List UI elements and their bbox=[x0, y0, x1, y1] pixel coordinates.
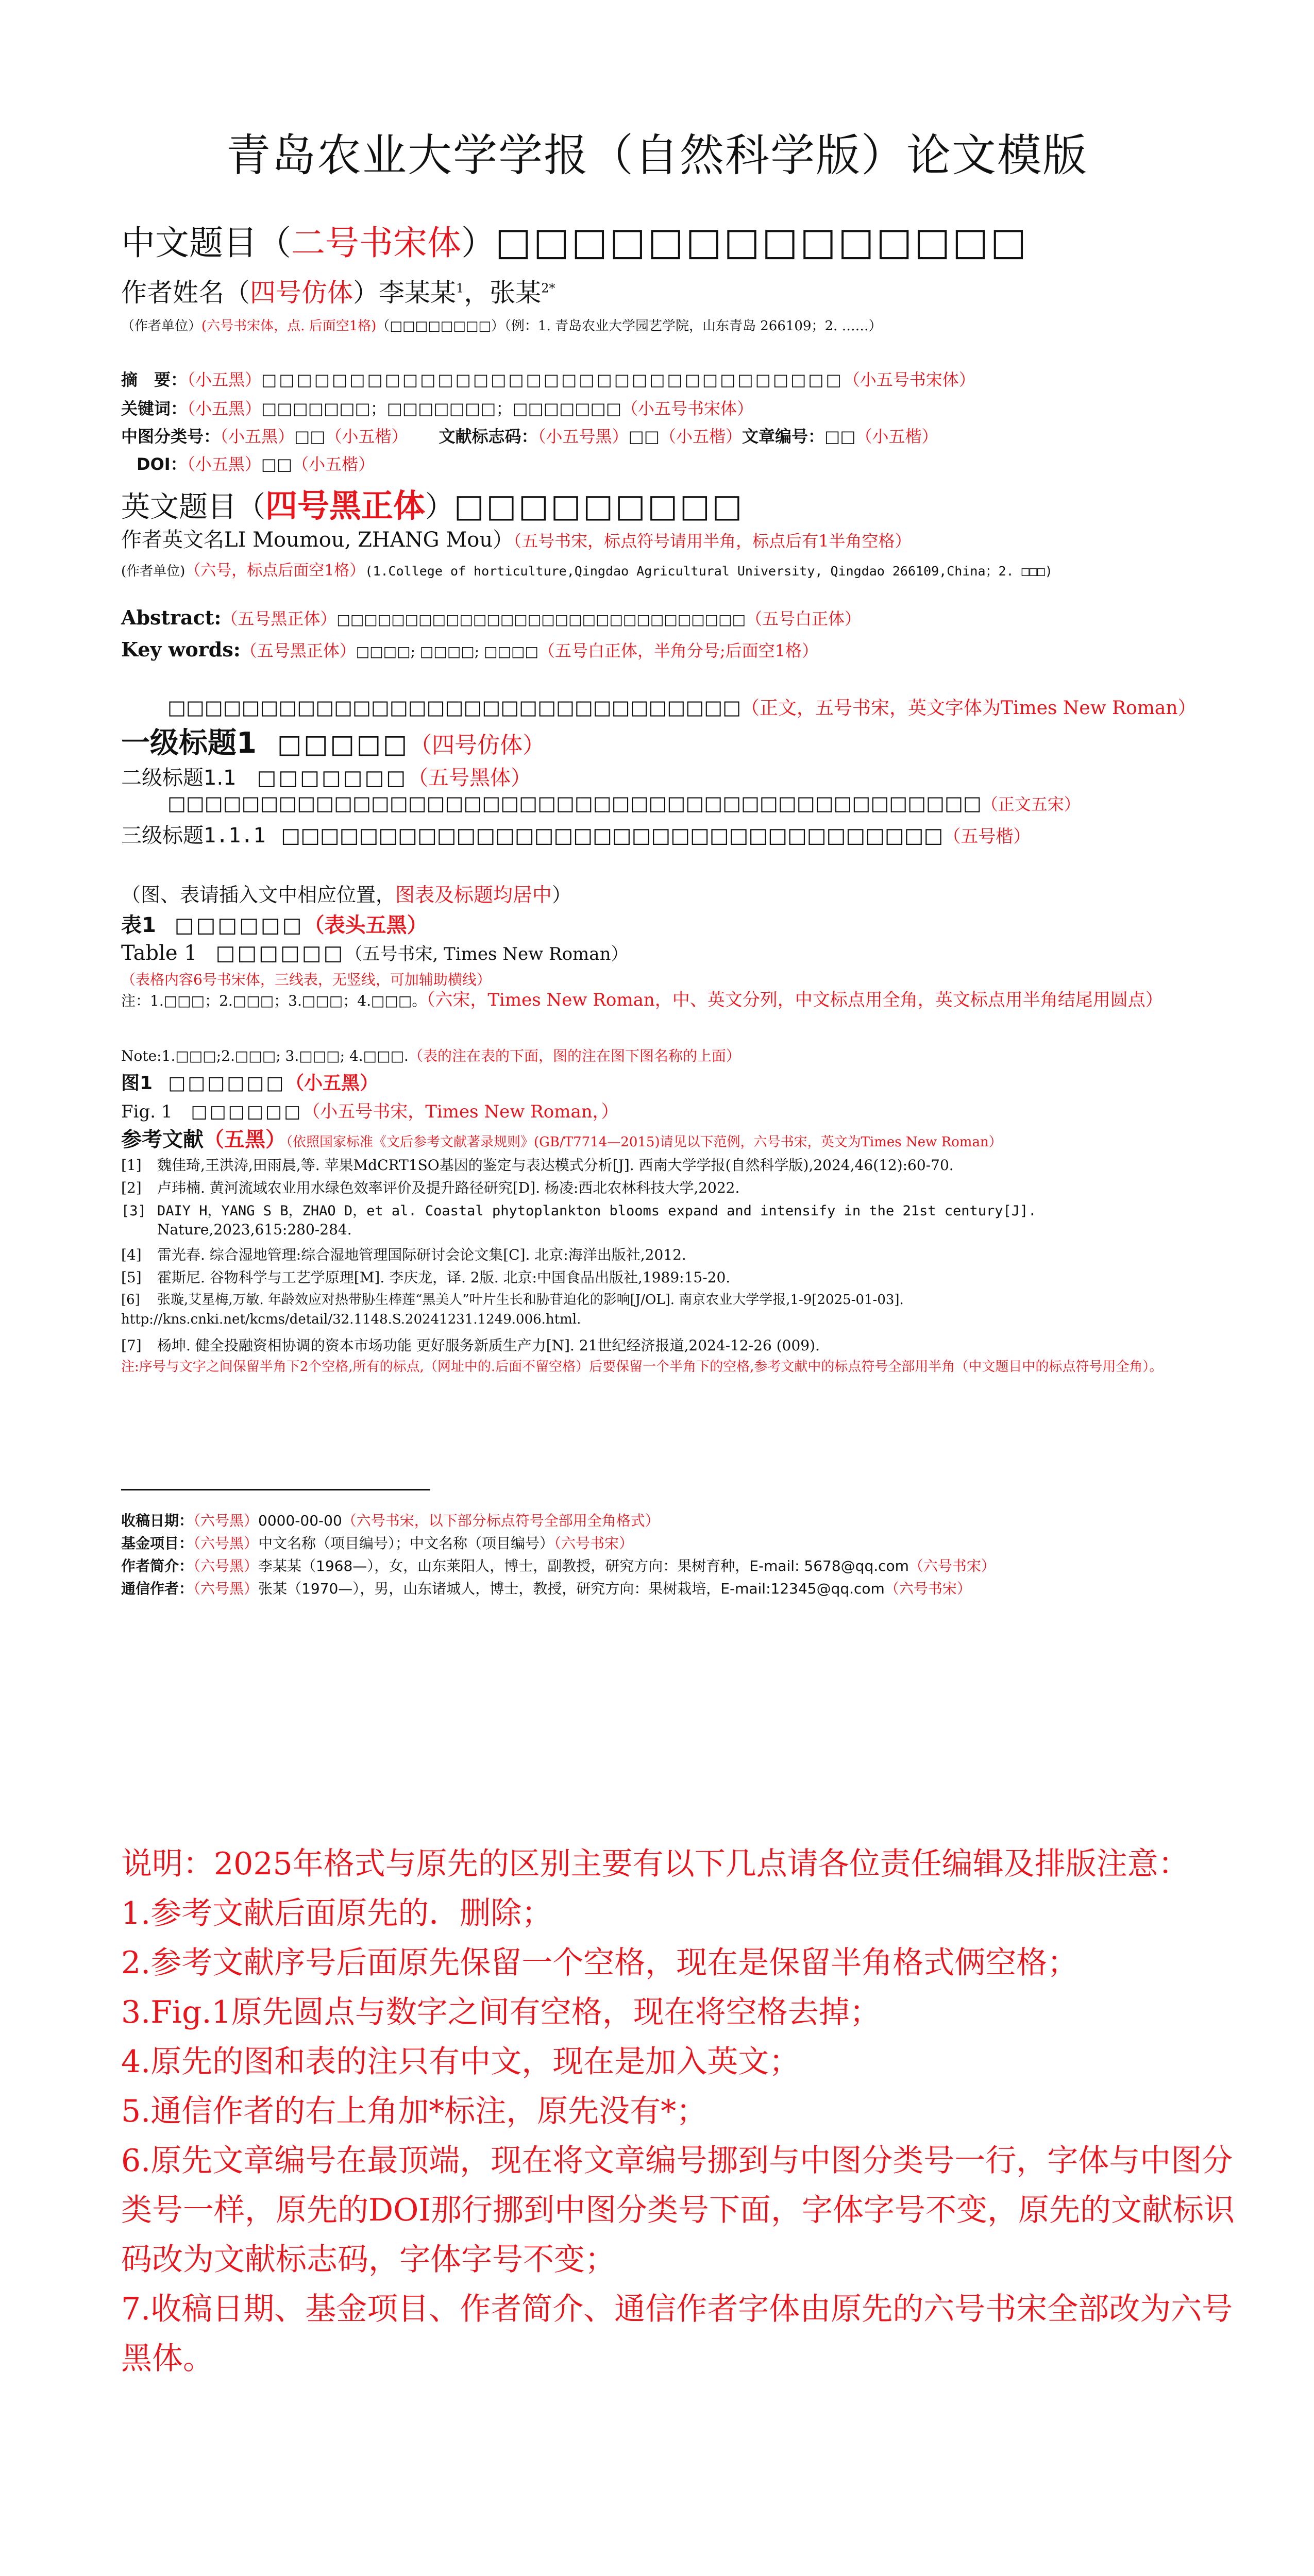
keywords-en-line bbox=[121, 638, 1221, 662]
article-no-hint: （小五楷） bbox=[855, 427, 938, 446]
heading-2-label: 二级标题1.1 bbox=[121, 766, 237, 790]
figure-en-boxes: □□□□□□ bbox=[191, 1101, 303, 1122]
bio-hint: （六号黑） bbox=[193, 1557, 259, 1574]
keywords-en-hint: （五号白正体，半角分号;后面空1格） bbox=[538, 641, 819, 660]
abstract-cn-hint: （小五号书宋体） bbox=[843, 370, 975, 389]
figure-caption-en bbox=[121, 1097, 1221, 1123]
table-cn-label: 表1 bbox=[121, 913, 156, 937]
reference-item: [1] 魏佳琦,王洪涛,田雨晨,等. 苹果MdCRT1SO基因的鉴定与表达模式分析[J]. 西南大学学报(自然科学版),2024,46(12):60-70. bbox=[121, 1157, 954, 1174]
fund-value: 中文名称（项目编号）；中文名称（项目编号） bbox=[258, 1535, 554, 1552]
author-bio-line bbox=[121, 1555, 1221, 1575]
reference-item: [6] 张璇,艾星梅,万敏. 年龄效应对热带胁生棒莲“黑美人”叶片生长和胁苷迫化的影响[J/OL]. 南京农业大学学报,1-9[2025-01-03]. bbox=[121, 1292, 904, 1308]
table-note-en-hint: （表的注在表的下面，图的注在图下图名称的上面） bbox=[408, 1047, 740, 1064]
en-affiliation-line bbox=[121, 557, 1221, 580]
abstract-en-line bbox=[121, 606, 1221, 630]
fund-label: 基金项目： bbox=[121, 1535, 194, 1552]
author-label: 作者姓名（ bbox=[121, 278, 250, 308]
figure-cn-boxes: □□□□□□ bbox=[168, 1073, 286, 1094]
author-sup-2: 2* bbox=[541, 281, 555, 296]
en-affil-value: (1.College of horticulture,Qingdao Agricultural University, Qingdao 266109,China；2. □□□) bbox=[365, 564, 1053, 579]
received-date-line bbox=[121, 1510, 1221, 1530]
table-en-boxes: □□□□□□ bbox=[215, 941, 345, 965]
heading-2-line bbox=[121, 761, 1221, 791]
cn-title-line bbox=[121, 215, 1221, 264]
clc-hint: （小五黑） bbox=[220, 427, 295, 446]
table-note-cn-label: 注： bbox=[121, 992, 150, 1009]
keywords-cn-value: □□□□□□□；□□□□□□□；□□□□□□□ bbox=[261, 399, 621, 418]
doc-code-value-hint: （小五楷） bbox=[660, 427, 743, 446]
doc-code-hint: （小五号黑） bbox=[537, 427, 629, 446]
heading-3-line bbox=[121, 819, 1221, 849]
table-en-label: Table 1 bbox=[121, 941, 197, 965]
abstract-cn-label: 摘 要： bbox=[121, 370, 188, 389]
insert-note-close: ） bbox=[552, 884, 572, 906]
table-cn-hint: （表头五黑） bbox=[304, 913, 428, 937]
en-title-line bbox=[121, 480, 1221, 526]
keywords-en-value: □□□□; □□□□; □□□□ bbox=[356, 643, 538, 660]
note-item: 5.通信作者的右上角加*标注，原先没有*； bbox=[121, 2093, 707, 2129]
author-sup-1: 1 bbox=[456, 281, 464, 296]
references-footnote: 注:序号与文字之间保留半角下2个空格,所有的标点,（网址中的.后面不留空格）后要保留一个半角下的空格,参考文献中的标点符号全部用半角（中文题目中的标点符号用全角）。 bbox=[121, 1359, 1163, 1375]
keywords-en-label: Key words: bbox=[121, 638, 241, 661]
note-item: 2.参考文献序号后面原先保留一个空格，现在是保留半角格式俩空格； bbox=[121, 1945, 1079, 1981]
reference-item-continuation: Nature,2023,615:280-284. bbox=[157, 1221, 352, 1238]
affil-boxes: （□□□□□□□□） bbox=[376, 318, 504, 334]
references-label-hint: （五黑） bbox=[204, 1128, 286, 1151]
bio-label: 作者简介： bbox=[121, 1557, 194, 1574]
abstract-cn-boxes: □□□□□□□□□□□□□□□□□□□□□□□□□□□□□□□□□ bbox=[261, 370, 844, 389]
doc-code-value: □□ bbox=[628, 427, 660, 446]
cn-title-label: 中文题目（ bbox=[121, 223, 291, 263]
table-note-en-value: 1.□□□;2.□□□; 3.□□□; 4.□□□. bbox=[161, 1047, 409, 1064]
en-title-boxes: □□□□□□□□□ bbox=[454, 487, 745, 524]
keywords-cn-label: 关键词： bbox=[121, 399, 188, 418]
footnote-divider bbox=[121, 1489, 430, 1490]
author-name-1: 李某某 bbox=[379, 278, 456, 308]
heading-2-paragraph bbox=[167, 791, 1221, 815]
corr-hint: （六号黑） bbox=[193, 1580, 259, 1597]
heading-1-line bbox=[121, 720, 1221, 761]
en-affil-hint: （六号，标点后面空1格） bbox=[185, 562, 365, 580]
insert-note bbox=[121, 879, 1221, 907]
received-hint-2: （六号书宋，以下部分标点符号全部用全角格式） bbox=[342, 1512, 660, 1529]
table-caption-en bbox=[121, 940, 1221, 965]
figure-cn-label: 图1 bbox=[121, 1073, 153, 1094]
en-author-label: 作者英文名 bbox=[121, 528, 224, 552]
affil-example: （例：1. 青岛农业大学园艺学院，山东青岛 266109；2. ……） bbox=[504, 318, 882, 334]
en-author-close: ） bbox=[493, 528, 514, 552]
doi-label: DOI： bbox=[137, 454, 187, 474]
heading-3-boxes: □□□□□□□□□□□□□□□□□□□□□□□□□□□□□□□□□□ bbox=[281, 824, 944, 848]
received-hint: （六号黑） bbox=[193, 1512, 259, 1529]
bio-hint-2: （六号书宋） bbox=[908, 1557, 996, 1574]
bio-value: 李某某（1968—），女，山东莱阳人，博士，副教授，研究方向：果树育种，E-mail: 5678@qq.com bbox=[258, 1557, 909, 1574]
cn-title-boxes: □□□□□□□□□□□□□□ bbox=[495, 219, 1029, 264]
corresponding-author-line bbox=[121, 1578, 1221, 1598]
doi-line bbox=[137, 451, 1221, 475]
heading-2-hint: （五号黑体） bbox=[408, 766, 532, 790]
abstract-en-label-hint: （五号黑正体） bbox=[221, 609, 337, 629]
article-no-label: 文章编号： bbox=[742, 427, 825, 446]
en-title-hint: 四号黑正体 bbox=[265, 487, 426, 524]
affil-hint: (六号书宋体，点. 后面空1格) bbox=[201, 318, 377, 334]
author-line bbox=[121, 272, 1221, 309]
note-item: 1.参考文献后面原先的．删除； bbox=[121, 1895, 553, 1931]
table-note-en-label: Note: bbox=[121, 1047, 162, 1064]
en-title-label: 英文题目（ bbox=[121, 490, 265, 524]
doi-value-hint: （小五楷） bbox=[292, 454, 375, 474]
affiliation-line bbox=[121, 315, 1221, 334]
note-item: 6.原先文章编号在最顶端，现在将文章编号挪到与中图分类号一行，字体与中图分类号一样，原先的DOI那行挪到中图分类号下面，字体字号不变，原先的文献标识码改为文献标志码，字体字号不变； bbox=[121, 2143, 1235, 2278]
received-label: 收稿日期： bbox=[121, 1512, 194, 1529]
en-author-hint: （五号书宋，标点符号请用半角，标点后有1半角空格） bbox=[513, 531, 912, 551]
insert-note-prefix: （图、表请插入文中相应位置， bbox=[121, 884, 396, 906]
figure-en-hint: （小五号书宋，Times New Roman，） bbox=[302, 1101, 619, 1122]
table-en-hint: （五号书宋, Times New Roman） bbox=[345, 944, 629, 964]
abstract-en-label: Abstract: bbox=[121, 606, 222, 629]
cn-title-hint: 二号书宋体 bbox=[291, 223, 461, 263]
notes-intro: 说明：2025年格式与原先的区别主要有以下几点请各位责任编辑及排版注意： bbox=[121, 1846, 1189, 1882]
body-paragraph bbox=[167, 693, 1221, 720]
body-para-hint: （正文，五号书宋，英文字体为Times New Roman） bbox=[741, 698, 1197, 719]
page-title: 青岛农业大学学报（自然科学版）论文模版 bbox=[226, 130, 1088, 181]
figure-caption-cn bbox=[121, 1069, 1221, 1095]
keywords-cn-label-hint: （小五黑） bbox=[187, 399, 262, 418]
h2-para-boxes: □□□□□□□□□□□□□□□□□□□□□□□□□□□□□□□□□□□□□□□□□□□□ bbox=[167, 792, 982, 815]
table-note-en bbox=[121, 1045, 1221, 1065]
table-note-cn-value: 1.□□□；2.□□□；3.□□□；4.□□□。 bbox=[150, 992, 427, 1009]
table-caption-cn bbox=[121, 909, 1221, 938]
heading-2-boxes: □□□□□□□ bbox=[257, 766, 408, 790]
note-item: 7.收稿日期、基金项目、作者简介、通信作者字体由原先的六号书宋全部改为六号黑体。 bbox=[121, 2291, 1233, 2377]
en-title-close: ） bbox=[425, 490, 454, 524]
note-item: 4.原先的图和表的注只有中文，现在是加入英文； bbox=[121, 2044, 800, 2080]
cn-title-close: ） bbox=[461, 223, 495, 263]
clc-value-hint: （小五楷） bbox=[325, 427, 408, 446]
doc-code-label: 文献标志码： bbox=[439, 427, 538, 446]
corr-value: 张某（1970—），男，山东诸城人，博士，教授，研究方向：果树栽培，E-mail:12345@qq.com bbox=[258, 1580, 885, 1597]
fund-line bbox=[121, 1532, 1221, 1553]
abstract-en-boxes: □□□□□□□□□□□□□□□□□□□□□□□□□□□□□□ bbox=[336, 611, 746, 628]
author-hint: 四号仿体 bbox=[250, 278, 353, 308]
table-note-cn-hint: （六宋，Times New Roman，中、英文分列，中文标点用全角，英文标点用半角结尾用圆点） bbox=[426, 990, 1163, 1010]
format-change-notes bbox=[121, 1839, 1237, 2383]
reference-item: [3] DAIY H，YANG S B，ZHAO D，et al. Coastal phytoplankton blooms expand and intensify in the 21st century[J]. bbox=[121, 1203, 1037, 1219]
keywords-cn-hint: （小五号书宋体） bbox=[621, 399, 753, 418]
figure-en-label: Fig. 1 bbox=[121, 1101, 173, 1122]
insert-note-red: 图表及标题均居中 bbox=[395, 884, 552, 906]
author-close: ） bbox=[353, 278, 379, 308]
heading-1-hint: （四号仿体） bbox=[409, 732, 546, 758]
h2-para-hint: （正文五宋） bbox=[981, 794, 1081, 814]
references-hint: （依照国家标准《文后参考文献著录规则》(GB/T7714—2015)请见以下范例，六号书宋，英文为Times New Roman） bbox=[286, 1134, 1002, 1150]
author-separator: ，张某 bbox=[464, 278, 542, 308]
reference-item: [7] 杨坤. 健全投融资相协调的资本市场功能 更好服务新质生产力[N]. 21世纪经济报道,2024-12-26 (009). bbox=[121, 1337, 820, 1354]
reference-item: [5] 霍斯尼. 谷物科学与工艺学原理[M]. 李庆龙，译. 2版. 北京:中国食品出版社,1989:15-20. bbox=[121, 1269, 731, 1286]
article-no-value: □□ bbox=[824, 427, 856, 446]
en-author-line bbox=[121, 523, 1221, 553]
abstract-cn-label-hint: （小五黑） bbox=[187, 370, 262, 389]
references-heading bbox=[121, 1123, 1221, 1153]
note-item: 3.Fig.1原先圆点与数字之间有空格，现在将空格去掉； bbox=[121, 1994, 881, 2030]
table-cn-boxes: □□□□□□ bbox=[174, 913, 304, 937]
abstract-cn-line bbox=[121, 367, 1221, 391]
figure-cn-hint: （小五黑） bbox=[285, 1073, 379, 1094]
clc-value: □□ bbox=[294, 427, 326, 446]
corr-hint-2: （六号书宋） bbox=[884, 1580, 971, 1597]
heading-3-hint: （五号楷） bbox=[943, 826, 1031, 847]
en-affil-label: (作者单位) bbox=[121, 564, 186, 579]
reference-item-continuation: http://kns.cnki.net/kcms/detail/32.1148.S.20241231.1249.006.html. bbox=[121, 1312, 581, 1327]
heading-3-label: 三级标题1.1.1 bbox=[121, 824, 266, 848]
fund-hint: （六号黑） bbox=[193, 1535, 259, 1552]
reference-item: [4] 雷光春. 综合湿地管理:综合湿地管理国际研讨会论文集[C]. 北京:海洋出版社,2012. bbox=[121, 1246, 686, 1263]
received-value: 0000-00-00 bbox=[258, 1512, 342, 1529]
table-note-cn bbox=[121, 988, 1237, 1013]
corr-label: 通信作者： bbox=[121, 1580, 194, 1597]
heading-1-label: 一级标题1 bbox=[121, 726, 257, 760]
heading-1-boxes: □□□□□ bbox=[277, 729, 410, 759]
en-author-names: LI Moumou, ZHANG Mou bbox=[224, 528, 493, 552]
references-label: 参考文献 bbox=[121, 1128, 204, 1151]
doi-value: □□ bbox=[261, 454, 293, 474]
doi-hint: （小五黑） bbox=[187, 454, 261, 474]
classification-line bbox=[121, 423, 1221, 447]
reference-item: [2] 卢玮楠. 黄河流域农业用水绿色效率评价及提升路径研究[D]. 杨凌:西北农林科技大学,2022. bbox=[121, 1179, 740, 1196]
fund-hint-2: （六号书宋） bbox=[554, 1535, 634, 1552]
clc-label: 中图分类号： bbox=[121, 427, 221, 446]
table-content-hint: （表格内容6号书宋体，三线表，无竖线，可加辅助横线） bbox=[121, 971, 491, 988]
body-para-boxes: □□□□□□□□□□□□□□□□□□□□□□□□□□□□□□□ bbox=[167, 696, 742, 719]
keywords-cn-line bbox=[121, 396, 1221, 419]
keywords-en-label-hint: （五号黑正体） bbox=[240, 641, 356, 660]
affil-prefix: （作者单位） bbox=[121, 318, 202, 334]
abstract-en-hint: （五号白正体） bbox=[746, 609, 862, 629]
